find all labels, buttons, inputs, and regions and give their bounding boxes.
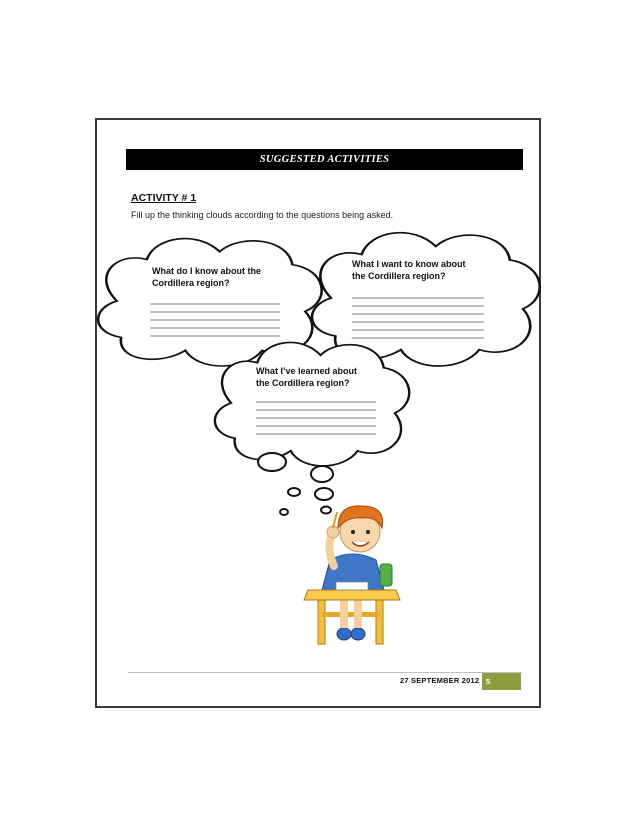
student-at-desk-icon: [304, 506, 400, 644]
thought-bubble: [311, 466, 333, 482]
activity-instructions: Fill up the thinking clouds according to the questions being asked.: [131, 210, 394, 220]
activity-heading: ACTIVITY # 1: [131, 192, 197, 204]
cloud-question-line: What do I know about the: [152, 266, 261, 276]
cloud-question-line: the Cordillera region?: [352, 271, 446, 281]
page-number: 5: [482, 673, 521, 690]
thought-cloud-icon: [215, 342, 409, 466]
cloud-question-learned: [256, 365, 357, 389]
thought-bubble: [321, 507, 331, 514]
cloud-question-line: Cordillera region?: [152, 278, 230, 288]
cloud-question-know: [152, 265, 261, 289]
thought-bubble: [258, 453, 286, 471]
footer-divider: [128, 672, 522, 673]
cloud-question-line: the Cordillera region?: [256, 378, 350, 388]
footer-date: 27 SEPTEMBER 2012: [400, 676, 480, 685]
cloud-question-want: [352, 258, 466, 282]
thought-bubble: [280, 509, 288, 515]
cloud-question-line: What I’ve learned about: [256, 366, 358, 376]
section-title: SUGGESTED ACTIVITIES: [126, 149, 523, 170]
thought-bubble: [315, 488, 333, 500]
cloud-question-line: What I want to know about: [352, 259, 466, 269]
thought-bubble: [288, 488, 300, 496]
